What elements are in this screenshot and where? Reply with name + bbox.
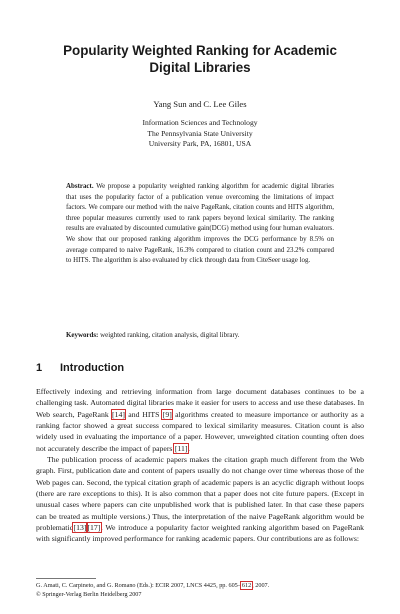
pages-link[interactable]: 612	[241, 582, 252, 589]
abstract	[66, 181, 334, 266]
footer-line-2: © Springer-Verlag Berlin Heidelberg 2007	[36, 590, 142, 598]
paragraph-2	[36, 454, 364, 545]
footer-citation-text: G. Amati, C. Carpineto, and G. Romano (Eds.): ECIR 2007, LNCS 4425, pp. 605–	[36, 582, 241, 589]
affiliation	[30, 118, 370, 150]
title-line-1: Popularity Weighted Ranking for Academic	[63, 43, 337, 58]
keywords	[66, 330, 334, 341]
section-heading	[36, 362, 124, 374]
authors: Yang Sun and C. Lee Giles	[153, 99, 247, 109]
paragraph-1-text-c: algorithms created to measure importance or authority as a ranking factor showed a great success compared to lexical similarity measures. Citation count is also widely used in evaluating the importance of a paper. However, unweighted citation counting often does not accurately describe the impact of papers	[36, 409, 364, 453]
section-title: Introduction	[60, 362, 125, 374]
abstract-label: Abstract.	[66, 182, 94, 190]
affiliation-line-2: The Pennsylvania State University	[147, 128, 253, 138]
footer-rule	[36, 578, 96, 579]
citation-link-13[interactable]: [13]	[73, 523, 87, 533]
citation-link-9[interactable]: [9]	[162, 409, 172, 419]
paragraph-1-text-a: Effectively indexing and retrieving information from large document databases continues to be a challenging task. Automated digital libraries make it easier for users to access and use these databases. In Web search, PageRank	[36, 387, 364, 419]
citation-link-17[interactable]: [17]	[87, 523, 101, 533]
abstract-text: We propose a popularity weighted ranking algorithm for academic digital libraries that uses the popularity factor of a publication venue overcoming the limitations of impact factors. We compare our method with the naive PageRank, citation counts and HITS algorithm, three popular measures currently used to rank papers beyond lexical similarity. The ranking results are evaluated by discounted cumulative gain(DCG) method using four human evaluators. We show that our proposed ranking algorithm improves the DCG performance by 8.5% on average compared to naive PageRank, 16.3% compared to citation count and 23.2% compared to HITS. The algorithm is also evaluated by click through data from CiteSeer usage log.	[66, 182, 335, 265]
paragraph-1-text-b: and HITS	[125, 409, 163, 419]
keywords-text: weighted ranking, citation analysis, digital library.	[100, 331, 240, 339]
footer-year: , 2007.	[252, 582, 270, 589]
paragraph-2-text-a: The publication process of academic papers makes the citation graph much different from the Web graph. First, publication date and content of papers usually do not change over time whereas those of the Web pages can. Second, the typical citation graph of academic papers is an acyclic digraph without loops (there are rare exceptions to this). It is also common that a paper does not cite future papers. (Except in unusual cases where papers can cite unpublished work that is published later. In that case these papers can be treated as multiple versions.) Thus, the interpretation of the naive PageRank algorithm would be problematic	[36, 455, 364, 533]
footer-line-1	[36, 582, 364, 591]
body-text	[36, 386, 364, 545]
citation-link-11[interactable]: [11]	[174, 443, 188, 453]
affiliation-line-3: University Park, PA, 16801, USA	[148, 139, 252, 148]
title-line-2: Digital Libraries	[149, 60, 251, 75]
affiliation-line-1: Information Sciences and Technology	[142, 118, 258, 127]
paragraph-1-text-d: .	[188, 443, 190, 453]
footer	[36, 582, 364, 599]
paragraph-1	[36, 386, 364, 454]
paper-title	[30, 42, 370, 76]
section-number: 1	[36, 362, 43, 374]
citation-link-14[interactable]: [14]	[112, 409, 125, 419]
keywords-label: Keywords:	[66, 331, 99, 339]
paragraph-2-text-b: . We introduce a popularity factor weighted ranking algorithm based on PageRank with significantly improved performance for ranking academic papers. Our contributions are as follows:	[36, 523, 364, 544]
